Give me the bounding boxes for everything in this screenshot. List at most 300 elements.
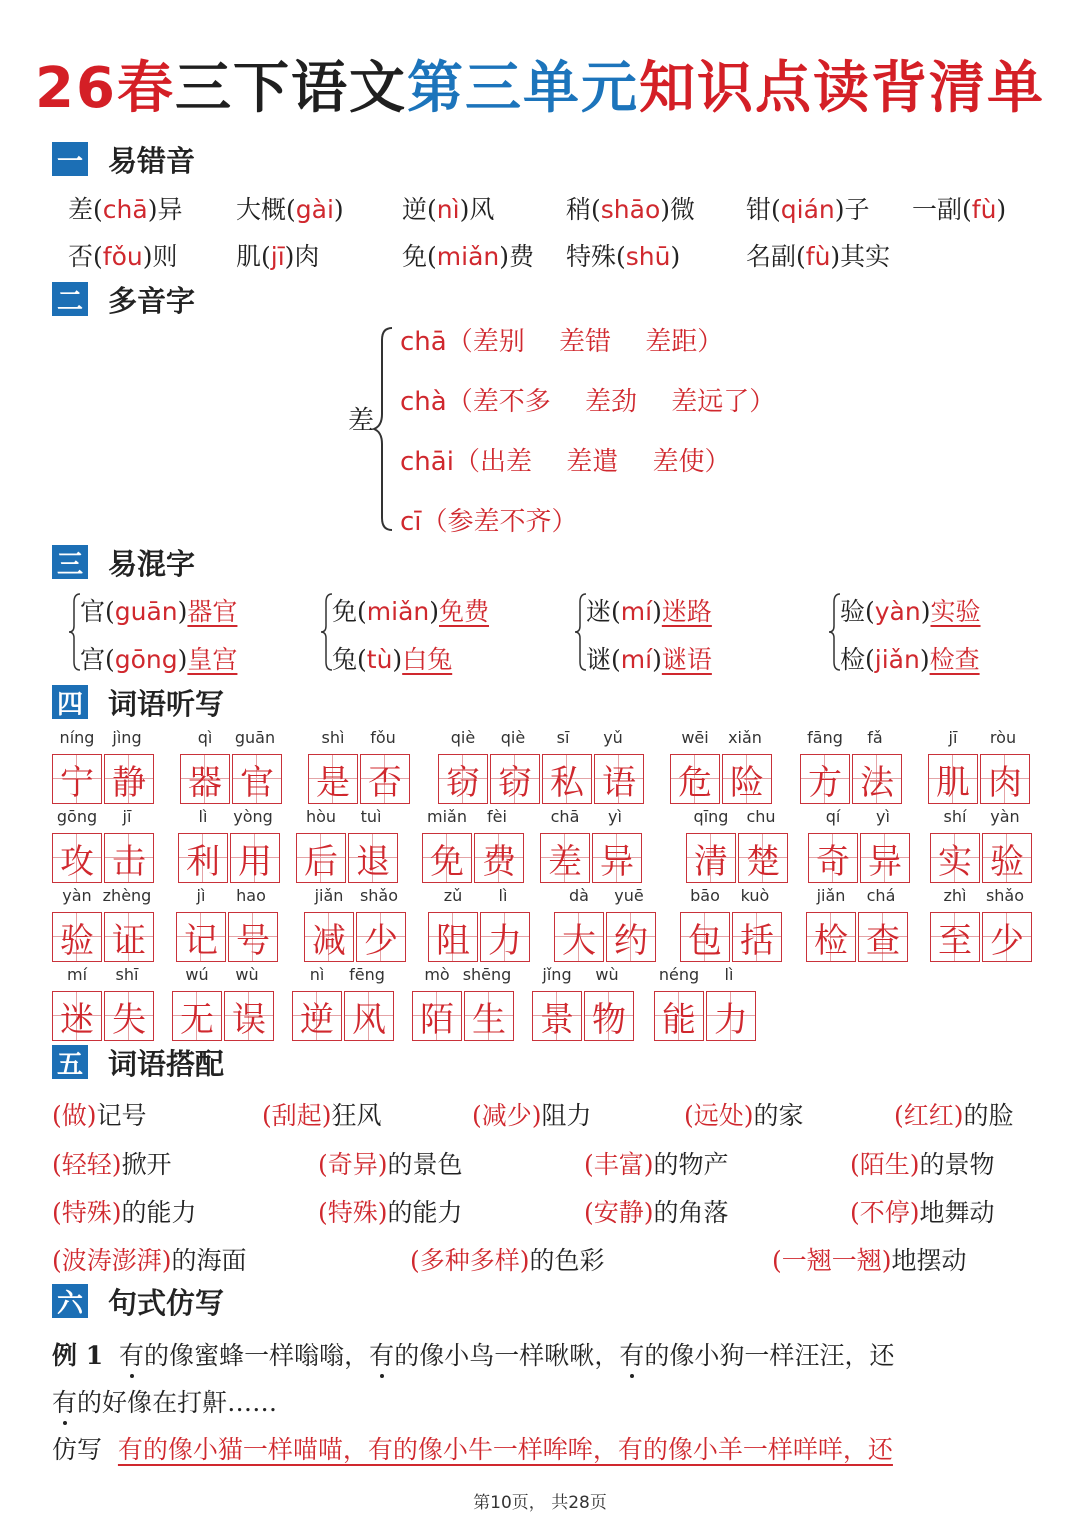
confusable-line [332, 640, 452, 676]
dictation-pinyin [304, 886, 408, 908]
confusable-line [840, 640, 980, 676]
match-text: 狂风 [331, 1101, 382, 1130]
pinyin-syllable: qì [197, 728, 213, 747]
section-number: 五 [52, 1045, 88, 1079]
example-label: 例 1 [52, 1341, 104, 1370]
example-char: … [252, 1388, 278, 1417]
section-header-5 [52, 1043, 224, 1081]
pron-item [402, 237, 534, 273]
pinyin-syllable: shì [321, 728, 345, 747]
example-char: 小 [444, 1341, 470, 1370]
pinyin-syllable: guān [234, 728, 276, 747]
dictation-pinyin [422, 807, 526, 829]
tian-cell: 阻 [428, 912, 478, 962]
tian-cell: 私 [542, 754, 592, 804]
dictation-pinyin [52, 965, 156, 987]
pinyin-syllable: fāng [807, 728, 843, 747]
pinyin: gài [295, 195, 334, 224]
example-char: 一 [744, 1341, 770, 1370]
tian-cell: 检 [806, 912, 856, 962]
pron-word: ) [333, 195, 344, 224]
pinyin-syllable: yǔ [603, 728, 623, 747]
match-item [52, 1193, 197, 1229]
pinyin-syllable: qiè [450, 728, 476, 747]
confusable-line [332, 592, 489, 628]
tian-cell: 至 [930, 912, 980, 962]
match-item [318, 1193, 463, 1229]
pron-word: 钳( [746, 195, 781, 224]
pinyin: jī [270, 242, 285, 271]
pron-word: )其实 [830, 242, 891, 271]
section-number: 一 [52, 142, 88, 176]
pinyin: shāo [600, 195, 661, 224]
tian-cell: 肌 [928, 754, 978, 804]
confusable-line [80, 640, 237, 676]
tian-cell: 力 [480, 912, 530, 962]
tian-cell: 查 [858, 912, 908, 962]
tian-cell: 费 [474, 833, 524, 883]
pinyin-syllable: qí [825, 807, 841, 826]
tian-cell: 逆 [292, 991, 342, 1041]
pinyin-syllable: fǎ [867, 728, 883, 747]
example-char: 啾 [544, 1341, 570, 1370]
confusable-char: 谜( [586, 645, 621, 674]
example-char: ， [344, 1341, 370, 1370]
example-char: ， [594, 1341, 620, 1370]
pinyin: chāi [400, 447, 454, 477]
pinyin-syllable: fēng [349, 965, 385, 984]
tian-cell: 利 [178, 833, 228, 883]
match-answer: (安静) [584, 1198, 654, 1227]
match-text: 地舞动 [919, 1198, 995, 1227]
polyphone-item [400, 501, 578, 538]
example-char: 鼾 [202, 1388, 228, 1417]
pron-word: 逆( [402, 195, 437, 224]
example-char: 有 [369, 1341, 395, 1370]
match-answer: (特殊) [318, 1198, 388, 1227]
tian-grid [52, 912, 156, 962]
pron-item [746, 237, 890, 273]
dictation-pinyin [808, 807, 912, 829]
example-char: … [227, 1388, 253, 1417]
tian-grid [930, 912, 1034, 962]
pinyin-syllable: yì [876, 807, 890, 826]
tian-grid [412, 991, 516, 1041]
pron-word: )费 [499, 242, 534, 271]
match-answer: (不停) [850, 1198, 920, 1227]
pinyin-syllable: hao [236, 886, 266, 905]
pinyin-syllable: zhèng [102, 886, 152, 905]
example-char: 的 [144, 1341, 170, 1370]
match-answer: (远处) [684, 1101, 754, 1130]
pron-word: 肌( [236, 242, 271, 271]
match-answer: (奇异) [318, 1150, 388, 1179]
section-header-1 [52, 140, 195, 178]
pron-word: 否( [68, 242, 103, 271]
example-char: 一 [244, 1341, 270, 1370]
match-answer: (一翘一翘) [772, 1246, 892, 1275]
match-item [584, 1145, 729, 1181]
tian-cell: 击 [104, 833, 154, 883]
page-footer: 第10页， 共28页 [473, 1493, 607, 1513]
example-char: 汪 [819, 1341, 845, 1370]
confusable-char: 验( [840, 597, 875, 626]
pron-item [912, 190, 1006, 226]
pinyin: fù [805, 242, 831, 271]
pron-item [68, 237, 177, 273]
pinyin: mí [620, 597, 653, 626]
tian-grid [806, 912, 910, 962]
pinyin-syllable: gōng [56, 807, 98, 826]
pinyin-syllable: shī [115, 965, 139, 984]
match-answer: (丰富) [584, 1150, 654, 1179]
pinyin-syllable: shǎo [359, 886, 399, 905]
tian-cell: 楚 [738, 833, 788, 883]
pinyin: chā [400, 327, 447, 357]
pinyin-syllable: jī [948, 728, 958, 747]
tian-grid [686, 833, 790, 883]
pinyin: qián [780, 195, 835, 224]
confusable-line [586, 640, 712, 676]
confusable-char: 兔( [332, 645, 367, 674]
tian-grid [296, 833, 400, 883]
dictation-word [928, 728, 1032, 804]
pinyin: cī [400, 507, 422, 537]
polyphone-item [400, 441, 730, 478]
tian-grid [532, 991, 636, 1041]
example-text [52, 1388, 277, 1417]
dictation-pinyin [928, 728, 1032, 750]
example-line-2 [52, 1383, 277, 1419]
confusable-word: 皇宫 [187, 645, 238, 674]
section-label: 句式仿写 [108, 1285, 225, 1320]
pinyin: miǎn [436, 242, 500, 271]
tian-cell: 清 [686, 833, 736, 883]
pinyin-syllable: néng [658, 965, 700, 984]
example-char: 汪 [794, 1341, 820, 1370]
section-label: 多音字 [108, 283, 196, 318]
tian-cell: 险 [722, 754, 772, 804]
tian-cell: 力 [706, 991, 756, 1041]
example-char: 有 [119, 1341, 145, 1370]
tian-grid [304, 912, 408, 962]
dictation-word [808, 807, 912, 883]
pron-word: ) [996, 195, 1007, 224]
dictation-word [412, 965, 516, 1041]
match-text: 的海面 [171, 1246, 247, 1275]
match-text: 的色彩 [529, 1246, 605, 1275]
dictation-pinyin [428, 886, 532, 908]
tian-cell: 验 [52, 912, 102, 962]
tian-cell: 后 [296, 833, 346, 883]
confusable-char: 免( [332, 597, 367, 626]
example-char: 还 [869, 1341, 895, 1370]
pron-word: 特殊( [566, 242, 626, 271]
pinyin: miǎn [366, 597, 430, 626]
tian-grid [178, 833, 282, 883]
tian-grid [554, 912, 658, 962]
pinyin-syllable: wù [595, 965, 619, 984]
tian-cell: 风 [344, 991, 394, 1041]
example-text [119, 1341, 894, 1370]
example-char: 像 [169, 1341, 195, 1370]
confusable-char: ) [920, 597, 931, 626]
pinyin: fǒu [102, 242, 143, 271]
confusable-char: ) [392, 645, 403, 674]
polyphone-char: 差 [348, 406, 375, 436]
tian-cell: 攻 [52, 833, 102, 883]
dictation-pinyin [52, 886, 156, 908]
pinyin-syllable: nì [309, 965, 325, 984]
pron-word: )风 [459, 195, 495, 224]
pinyin: chā [102, 195, 148, 224]
dictation-word [428, 886, 532, 962]
example-char: 打 [177, 1388, 203, 1417]
match-item [850, 1193, 995, 1229]
confusable-char: ) [177, 645, 188, 674]
pinyin-syllable: yì [608, 807, 622, 826]
example-char: 好 [102, 1388, 128, 1417]
tian-grid [428, 912, 532, 962]
pron-item [236, 190, 344, 226]
tian-cell: 号 [228, 912, 278, 962]
pinyin-syllable: sī [556, 728, 570, 747]
dictation-word [296, 807, 400, 883]
section-number: 六 [52, 1284, 88, 1318]
example-char: 样 [269, 1341, 295, 1370]
example-char: 一 [494, 1341, 520, 1370]
dictation-pinyin [686, 807, 790, 829]
pinyin-syllable: wēi [681, 728, 709, 747]
dictation-pinyin [554, 886, 658, 908]
example-char: 狗 [719, 1341, 745, 1370]
confusable-char: 检( [840, 645, 875, 674]
confusable-line [80, 592, 237, 628]
confusable-pair [320, 590, 540, 674]
tian-cell: 包 [680, 912, 730, 962]
tian-cell: 陌 [412, 991, 462, 1041]
match-answer: (波涛澎湃) [52, 1246, 172, 1275]
match-text: 阻力 [541, 1101, 592, 1130]
example-char: 像 [419, 1341, 445, 1370]
pinyin-syllable: hòu [305, 807, 337, 826]
section-header-4 [52, 683, 224, 721]
pinyin: jiǎn [874, 645, 920, 674]
polyphone-words: （差别 差错 差距） [446, 327, 724, 357]
pinyin-syllable: lì [198, 807, 208, 826]
pinyin-syllable: shēng [462, 965, 512, 984]
tian-cell: 减 [304, 912, 354, 962]
match-item [894, 1096, 1014, 1132]
brace-icon [372, 326, 396, 532]
confusable-word: 谜语 [661, 645, 712, 674]
dictation-pinyin [172, 965, 276, 987]
confusable-word: 迷路 [661, 597, 712, 626]
example-char: 像 [127, 1388, 153, 1417]
tian-grid [308, 754, 412, 804]
dictation-pinyin [292, 965, 396, 987]
pinyin-syllable: qīng [693, 807, 729, 826]
match-item [472, 1096, 592, 1132]
dictation-pinyin [680, 886, 784, 908]
dictation-pinyin [930, 807, 1034, 829]
match-item [684, 1096, 804, 1132]
match-item [52, 1241, 247, 1277]
match-item [52, 1145, 172, 1181]
polyphone-item [400, 381, 775, 418]
pinyin-syllable: jiǎn [816, 886, 846, 905]
dictation-word [438, 728, 646, 804]
match-item [318, 1145, 463, 1181]
tian-grid [670, 754, 774, 804]
section-header-6 [52, 1282, 224, 1320]
confusable-char: ) [652, 645, 662, 674]
pinyin: gōng [114, 645, 178, 674]
confusable-pair [828, 590, 1048, 674]
pinyin-syllable: yàn [990, 807, 1020, 826]
confusable-char: ) [429, 597, 439, 626]
section-header-3 [52, 543, 195, 581]
section-label: 词语听写 [108, 686, 225, 721]
tian-grid [928, 754, 1032, 804]
tian-cell: 方 [800, 754, 850, 804]
pinyin-syllable: shí [943, 807, 967, 826]
dictation-word [292, 965, 396, 1041]
imitation-answer: 有的像小猫一样喵喵，有的像小牛一样哞哞，有的像小羊一样咩咩，还 [117, 1435, 893, 1464]
match-text: 的角落 [653, 1198, 729, 1227]
match-text: 的物产 [653, 1150, 729, 1179]
tian-cell: 危 [670, 754, 720, 804]
pron-item [68, 190, 182, 226]
match-text: 记号 [96, 1101, 147, 1130]
dictation-word [806, 886, 910, 962]
dictation-pinyin [176, 886, 280, 908]
match-item [410, 1241, 605, 1277]
pron-word: 差( [68, 195, 103, 224]
pinyin-syllable: yòng [233, 807, 273, 826]
dictation-word [930, 807, 1034, 883]
dictation-word [52, 886, 156, 962]
tian-cell: 用 [230, 833, 280, 883]
tian-cell: 迷 [52, 991, 102, 1041]
tian-cell: 是 [308, 754, 358, 804]
tian-grid [52, 754, 156, 804]
match-text: 地摆动 [891, 1246, 967, 1275]
dictation-word [930, 886, 1034, 962]
dictation-pinyin [52, 728, 156, 750]
pron-item [236, 237, 319, 273]
tian-grid [800, 754, 904, 804]
match-item [52, 1096, 147, 1132]
match-answer: (做) [52, 1101, 97, 1130]
pron-word: 免( [402, 242, 437, 271]
pinyin: guān [114, 597, 178, 626]
pron-word: 大概( [236, 195, 296, 224]
pron-item [402, 190, 494, 226]
confusable-word: 免费 [439, 597, 490, 626]
section-number: 四 [52, 685, 88, 719]
dictation-word [540, 807, 644, 883]
pron-item [566, 237, 680, 273]
tian-grid [808, 833, 912, 883]
pinyin-syllable: tuì [360, 807, 382, 826]
dictation-pinyin [296, 807, 400, 829]
imitation-line [52, 1430, 893, 1466]
pinyin-syllable: jì [196, 886, 206, 905]
tian-cell: 奇 [808, 833, 858, 883]
example-char: 蜂 [219, 1341, 245, 1370]
tian-cell: 异 [592, 833, 642, 883]
pinyin-syllable: níng [59, 728, 95, 747]
dictation-pinyin [532, 965, 636, 987]
tian-cell: 异 [860, 833, 910, 883]
example-char: 嗡 [319, 1341, 345, 1370]
dictation-pinyin [654, 965, 758, 987]
dictation-word [422, 807, 526, 883]
confusable-pair [68, 590, 288, 674]
tian-cell: 窃 [490, 754, 540, 804]
pinyin-syllable: bāo [690, 886, 720, 905]
pinyin-syllable: shǎo [985, 886, 1025, 905]
pron-word: 稍( [566, 195, 601, 224]
pinyin-syllable: xiǎn [728, 728, 762, 747]
match-answer: (轻轻) [52, 1150, 122, 1179]
pinyin-syllable: chu [746, 807, 776, 826]
example-char: 蜜 [194, 1341, 220, 1370]
example-char: 有 [619, 1341, 645, 1370]
confusable-word: 器官 [187, 597, 238, 626]
tian-cell: 少 [356, 912, 406, 962]
match-item [850, 1145, 995, 1181]
tian-cell: 肉 [980, 754, 1030, 804]
dictation-word [304, 886, 408, 962]
dictation-pinyin [806, 886, 910, 908]
dictation-pinyin [308, 728, 412, 750]
dictation-word [172, 965, 276, 1041]
match-answer: (减少) [472, 1101, 542, 1130]
polyphone-item [400, 321, 723, 358]
match-answer: (红红) [894, 1101, 964, 1130]
tian-grid [930, 833, 1034, 883]
dictation-word [686, 807, 790, 883]
dictation-word [670, 728, 774, 804]
pinyin-syllable: fèi [487, 807, 507, 826]
confusable-line [586, 592, 712, 628]
tian-cell: 宁 [52, 754, 102, 804]
dictation-word [532, 965, 636, 1041]
tian-grid [52, 833, 156, 883]
confusable-word: 白兔 [402, 645, 453, 674]
tian-grid [540, 833, 644, 883]
example-char: 嗡 [294, 1341, 320, 1370]
tian-grid [654, 991, 758, 1041]
pron-item [566, 190, 695, 226]
section-label: 易混字 [108, 546, 196, 581]
pinyin-syllable: zǔ [443, 886, 463, 905]
example-char: 的 [77, 1388, 103, 1417]
confusable-pair [574, 590, 794, 674]
tian-cell: 物 [584, 991, 634, 1041]
match-answer: (刮起) [262, 1101, 332, 1130]
dictation-pinyin [412, 965, 516, 987]
pron-word: )子 [834, 195, 870, 224]
tian-cell: 官 [232, 754, 282, 804]
example-char: 有 [52, 1388, 78, 1417]
match-answer: (多种多样) [410, 1246, 530, 1275]
tian-cell: 退 [348, 833, 398, 883]
example-char: 在 [152, 1388, 178, 1417]
pinyin-syllable: jiǎn [314, 886, 344, 905]
